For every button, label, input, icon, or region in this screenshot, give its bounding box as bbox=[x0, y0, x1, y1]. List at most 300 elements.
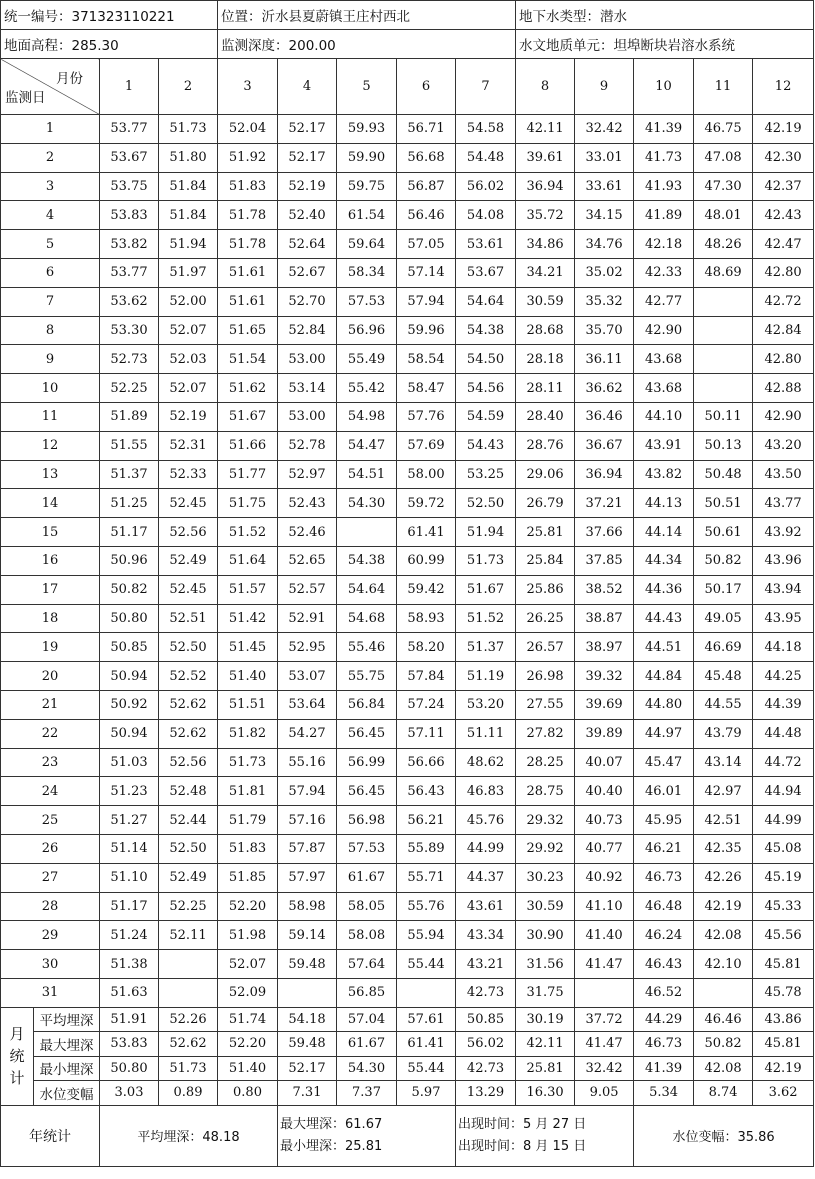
depth-cell: 36.11 bbox=[575, 345, 634, 374]
depth-cell: 54.27 bbox=[278, 719, 337, 748]
depth-cell: 51.14 bbox=[100, 834, 159, 863]
depth-cell: 53.83 bbox=[100, 201, 159, 230]
stat-value: 53.83 bbox=[100, 1032, 159, 1057]
stat-value: 8.74 bbox=[694, 1081, 753, 1106]
depth-cell: 54.43 bbox=[456, 431, 516, 460]
table-row bbox=[1, 604, 814, 633]
stat-value: 41.39 bbox=[634, 1056, 694, 1081]
depth-cell: 54.48 bbox=[456, 143, 516, 172]
stat-value: 43.86 bbox=[753, 1007, 814, 1032]
depth-cell: 31.56 bbox=[516, 950, 575, 979]
depth-cell: 38.87 bbox=[575, 604, 634, 633]
depth-cell: 54.51 bbox=[337, 460, 397, 489]
stat-value: 7.37 bbox=[337, 1081, 397, 1106]
depth-cell: 43.61 bbox=[456, 892, 516, 921]
table-row bbox=[1, 748, 814, 777]
yearly-extreme-times bbox=[456, 1105, 634, 1166]
depth-cell: 42.43 bbox=[753, 201, 814, 230]
monthly-stat-row bbox=[1, 1032, 814, 1057]
depth-cell bbox=[694, 374, 753, 403]
depth-cell: 52.48 bbox=[159, 777, 218, 806]
depth-cell: 56.02 bbox=[456, 172, 516, 201]
depth-cell bbox=[694, 287, 753, 316]
depth-cell: 44.14 bbox=[634, 518, 694, 547]
depth-cell: 44.94 bbox=[753, 777, 814, 806]
day-label: 6 bbox=[1, 258, 100, 287]
depth-cell: 28.25 bbox=[516, 748, 575, 777]
depth-cell: 58.05 bbox=[337, 892, 397, 921]
depth-cell: 56.68 bbox=[397, 143, 456, 172]
depth-cell: 54.38 bbox=[337, 546, 397, 575]
day-label: 2 bbox=[1, 143, 100, 172]
depth-cell: 52.19 bbox=[159, 402, 218, 431]
depth-cell: 28.18 bbox=[516, 345, 575, 374]
depth-cell: 53.82 bbox=[100, 230, 159, 259]
depth-cell: 51.63 bbox=[100, 978, 159, 1007]
table-row bbox=[1, 143, 814, 172]
monthly-stat-row bbox=[1, 1007, 814, 1032]
depth-cell: 46.75 bbox=[694, 115, 753, 144]
depth-cell: 44.48 bbox=[753, 719, 814, 748]
depth-cell: 44.51 bbox=[634, 633, 694, 662]
depth-cell: 51.54 bbox=[218, 345, 278, 374]
table-row bbox=[1, 115, 814, 144]
stat-value: 51.40 bbox=[218, 1056, 278, 1081]
depth-cell: 43.34 bbox=[456, 921, 516, 950]
stat-value: 32.42 bbox=[575, 1056, 634, 1081]
day-label: 7 bbox=[1, 287, 100, 316]
depth-cell bbox=[397, 978, 456, 1007]
depth-cell: 53.14 bbox=[278, 374, 337, 403]
depth-cell: 52.51 bbox=[159, 604, 218, 633]
depth-cell: 51.19 bbox=[456, 662, 516, 691]
table-row bbox=[1, 950, 814, 979]
depth-cell: 58.93 bbox=[397, 604, 456, 633]
depth-cell: 27.82 bbox=[516, 719, 575, 748]
stat-value: 52.20 bbox=[218, 1032, 278, 1057]
depth-cell: 42.19 bbox=[694, 892, 753, 921]
depth-cell: 42.11 bbox=[516, 115, 575, 144]
depth-cell: 44.99 bbox=[753, 806, 814, 835]
stat-value: 41.47 bbox=[575, 1032, 634, 1057]
yearly-max-time: 出现时间：5 月 27 日 bbox=[458, 1116, 587, 1132]
depth-cell: 52.62 bbox=[159, 719, 218, 748]
depth-cell: 51.75 bbox=[218, 489, 278, 518]
depth-cell: 52.31 bbox=[159, 431, 218, 460]
depth-cell: 59.42 bbox=[397, 575, 456, 604]
depth-cell: 46.83 bbox=[456, 777, 516, 806]
monthly-stats-label: 月 统 计 bbox=[1, 1007, 34, 1105]
depth-cell: 41.47 bbox=[575, 950, 634, 979]
depth-cell: 25.81 bbox=[516, 518, 575, 547]
table-row bbox=[1, 575, 814, 604]
depth-cell: 51.42 bbox=[218, 604, 278, 633]
stat-value: 52.26 bbox=[159, 1007, 218, 1032]
depth-cell: 38.52 bbox=[575, 575, 634, 604]
depth-cell: 44.39 bbox=[753, 690, 814, 719]
depth-cell: 40.07 bbox=[575, 748, 634, 777]
depth-cell: 57.97 bbox=[278, 863, 337, 892]
depth-cell: 42.80 bbox=[753, 258, 814, 287]
depth-cell bbox=[337, 518, 397, 547]
table-row bbox=[1, 719, 814, 748]
stat-value: 54.30 bbox=[337, 1056, 397, 1081]
depth-cell: 51.55 bbox=[100, 431, 159, 460]
depth-cell bbox=[278, 978, 337, 1007]
table-row bbox=[1, 287, 814, 316]
depth-cell: 26.57 bbox=[516, 633, 575, 662]
depth-cell: 50.17 bbox=[694, 575, 753, 604]
depth-cell: 53.77 bbox=[100, 258, 159, 287]
depth-cell: 54.59 bbox=[456, 402, 516, 431]
depth-cell: 44.55 bbox=[694, 690, 753, 719]
depth-cell: 57.84 bbox=[397, 662, 456, 691]
depth-cell: 35.70 bbox=[575, 316, 634, 345]
month-header-11: 11 bbox=[694, 59, 753, 115]
depth-cell: 54.08 bbox=[456, 201, 516, 230]
depth-cell: 44.99 bbox=[456, 834, 516, 863]
depth-cell: 37.21 bbox=[575, 489, 634, 518]
depth-cell: 51.10 bbox=[100, 863, 159, 892]
header-row-2 bbox=[1, 30, 814, 59]
depth-cell: 51.84 bbox=[159, 201, 218, 230]
table-row bbox=[1, 201, 814, 230]
depth-cell: 59.64 bbox=[337, 230, 397, 259]
yearly-stats-row bbox=[1, 1105, 814, 1166]
depth-cell: 51.64 bbox=[218, 546, 278, 575]
stat-value: 44.29 bbox=[634, 1007, 694, 1032]
depth-cell: 42.10 bbox=[694, 950, 753, 979]
depth-cell: 51.45 bbox=[218, 633, 278, 662]
depth-cell: 50.85 bbox=[100, 633, 159, 662]
location: 位置：沂水县夏蔚镇王庄村西北 bbox=[218, 1, 516, 30]
depth-cell: 53.00 bbox=[278, 345, 337, 374]
depth-cell: 37.66 bbox=[575, 518, 634, 547]
depth-cell: 30.59 bbox=[516, 892, 575, 921]
depth-cell: 57.53 bbox=[337, 287, 397, 316]
depth-cell: 51.52 bbox=[456, 604, 516, 633]
depth-cell: 29.92 bbox=[516, 834, 575, 863]
depth-cell: 41.10 bbox=[575, 892, 634, 921]
depth-cell: 28.76 bbox=[516, 431, 575, 460]
depth-cell: 56.98 bbox=[337, 806, 397, 835]
depth-cell: 42.97 bbox=[694, 777, 753, 806]
depth-cell: 56.46 bbox=[397, 201, 456, 230]
depth-cell: 52.11 bbox=[159, 921, 218, 950]
groundwater-type: 地下水类型：潜水 bbox=[516, 1, 814, 30]
depth-cell: 41.89 bbox=[634, 201, 694, 230]
stat-value: 50.80 bbox=[100, 1056, 159, 1081]
month-header-6: 6 bbox=[397, 59, 456, 115]
stat-value: 56.02 bbox=[456, 1032, 516, 1057]
depth-cell: 52.50 bbox=[159, 633, 218, 662]
depth-cell: 42.73 bbox=[456, 978, 516, 1007]
stat-value: 7.31 bbox=[278, 1081, 337, 1106]
depth-cell: 58.20 bbox=[397, 633, 456, 662]
depth-cell: 45.47 bbox=[634, 748, 694, 777]
table-row bbox=[1, 374, 814, 403]
stat-value: 61.67 bbox=[337, 1032, 397, 1057]
depth-cell: 61.67 bbox=[337, 863, 397, 892]
depth-cell: 45.76 bbox=[456, 806, 516, 835]
depth-cell: 52.07 bbox=[159, 374, 218, 403]
depth-cell: 55.89 bbox=[397, 834, 456, 863]
table-row bbox=[1, 892, 814, 921]
table-row bbox=[1, 690, 814, 719]
depth-cell: 56.43 bbox=[397, 777, 456, 806]
depth-cell: 51.84 bbox=[159, 172, 218, 201]
depth-cell: 34.86 bbox=[516, 230, 575, 259]
depth-cell: 54.58 bbox=[456, 115, 516, 144]
depth-cell: 28.68 bbox=[516, 316, 575, 345]
month-header-10: 10 bbox=[634, 59, 694, 115]
depth-cell bbox=[159, 978, 218, 1007]
depth-cell: 51.23 bbox=[100, 777, 159, 806]
depth-cell: 51.79 bbox=[218, 806, 278, 835]
depth-cell: 51.81 bbox=[218, 777, 278, 806]
table-row bbox=[1, 345, 814, 374]
depth-cell: 42.72 bbox=[753, 287, 814, 316]
table-row bbox=[1, 518, 814, 547]
depth-cell: 52.62 bbox=[159, 690, 218, 719]
depth-cell: 55.44 bbox=[397, 950, 456, 979]
stat-value: 42.11 bbox=[516, 1032, 575, 1057]
depth-cell: 51.67 bbox=[218, 402, 278, 431]
day-label: 22 bbox=[1, 719, 100, 748]
depth-cell: 43.21 bbox=[456, 950, 516, 979]
depth-cell: 52.46 bbox=[278, 518, 337, 547]
depth-cell: 52.78 bbox=[278, 431, 337, 460]
month-header-5: 5 bbox=[337, 59, 397, 115]
depth-cell: 52.91 bbox=[278, 604, 337, 633]
depth-cell: 51.52 bbox=[218, 518, 278, 547]
depth-cell: 61.54 bbox=[337, 201, 397, 230]
depth-cell: 45.78 bbox=[753, 978, 814, 1007]
day-label: 21 bbox=[1, 690, 100, 719]
day-label: 19 bbox=[1, 633, 100, 662]
depth-cell: 60.99 bbox=[397, 546, 456, 575]
day-label: 28 bbox=[1, 892, 100, 921]
depth-cell: 45.95 bbox=[634, 806, 694, 835]
depth-cell: 44.80 bbox=[634, 690, 694, 719]
depth-cell: 51.67 bbox=[456, 575, 516, 604]
depth-cell: 43.68 bbox=[634, 345, 694, 374]
stat-value: 54.18 bbox=[278, 1007, 337, 1032]
depth-cell: 35.72 bbox=[516, 201, 575, 230]
depth-cell: 28.40 bbox=[516, 402, 575, 431]
depth-cell: 52.00 bbox=[159, 287, 218, 316]
month-header-3: 3 bbox=[218, 59, 278, 115]
depth-cell: 57.14 bbox=[397, 258, 456, 287]
day-label: 31 bbox=[1, 978, 100, 1007]
depth-cell: 59.48 bbox=[278, 950, 337, 979]
stat-value: 46.46 bbox=[694, 1007, 753, 1032]
depth-cell: 35.02 bbox=[575, 258, 634, 287]
table-row bbox=[1, 834, 814, 863]
depth-cell: 57.94 bbox=[397, 287, 456, 316]
depth-cell: 52.20 bbox=[218, 892, 278, 921]
depth-cell: 54.98 bbox=[337, 402, 397, 431]
stat-value: 50.85 bbox=[456, 1007, 516, 1032]
day-label: 26 bbox=[1, 834, 100, 863]
depth-cell: 40.40 bbox=[575, 777, 634, 806]
depth-cell: 33.01 bbox=[575, 143, 634, 172]
table-row bbox=[1, 402, 814, 431]
depth-cell: 39.32 bbox=[575, 662, 634, 691]
depth-cell: 35.32 bbox=[575, 287, 634, 316]
table-row bbox=[1, 921, 814, 950]
depth-cell: 52.03 bbox=[159, 345, 218, 374]
day-label: 25 bbox=[1, 806, 100, 835]
depth-cell: 36.94 bbox=[516, 172, 575, 201]
stat-value: 50.82 bbox=[694, 1032, 753, 1057]
depth-cell: 42.88 bbox=[753, 374, 814, 403]
depth-cell: 36.46 bbox=[575, 402, 634, 431]
depth-cell: 53.64 bbox=[278, 690, 337, 719]
depth-cell: 57.76 bbox=[397, 402, 456, 431]
depth-cell: 44.37 bbox=[456, 863, 516, 892]
table-row bbox=[1, 172, 814, 201]
depth-cell: 51.61 bbox=[218, 287, 278, 316]
depth-cell: 53.25 bbox=[456, 460, 516, 489]
depth-cell: 52.49 bbox=[159, 546, 218, 575]
stat-value: 9.05 bbox=[575, 1081, 634, 1106]
depth-cell: 55.42 bbox=[337, 374, 397, 403]
stat-value: 30.19 bbox=[516, 1007, 575, 1032]
depth-cell: 52.19 bbox=[278, 172, 337, 201]
depth-cell: 34.76 bbox=[575, 230, 634, 259]
depth-cell: 45.33 bbox=[753, 892, 814, 921]
depth-cell: 46.21 bbox=[634, 834, 694, 863]
depth-cell: 58.34 bbox=[337, 258, 397, 287]
depth-cell: 51.37 bbox=[100, 460, 159, 489]
stat-value: 42.73 bbox=[456, 1056, 516, 1081]
depth-cell: 56.21 bbox=[397, 806, 456, 835]
depth-cell: 52.84 bbox=[278, 316, 337, 345]
depth-cell: 52.07 bbox=[218, 950, 278, 979]
stat-value: 51.73 bbox=[159, 1056, 218, 1081]
depth-cell: 41.40 bbox=[575, 921, 634, 950]
depth-cell: 44.25 bbox=[753, 662, 814, 691]
month-header-2: 2 bbox=[159, 59, 218, 115]
depth-cell: 41.73 bbox=[634, 143, 694, 172]
depth-cell: 46.24 bbox=[634, 921, 694, 950]
depth-cell: 52.70 bbox=[278, 287, 337, 316]
depth-cell: 54.68 bbox=[337, 604, 397, 633]
yearly-stats-label: 年统计 bbox=[1, 1105, 100, 1166]
depth-cell: 45.81 bbox=[753, 950, 814, 979]
depth-cell: 51.94 bbox=[456, 518, 516, 547]
day-label: 29 bbox=[1, 921, 100, 950]
depth-cell: 26.98 bbox=[516, 662, 575, 691]
depth-cell: 48.69 bbox=[694, 258, 753, 287]
depth-cell: 56.87 bbox=[397, 172, 456, 201]
station-id: 统一编号：371323110221 bbox=[1, 1, 218, 30]
depth-cell: 51.73 bbox=[159, 115, 218, 144]
stat-value: 59.48 bbox=[278, 1032, 337, 1057]
depth-cell: 52.64 bbox=[278, 230, 337, 259]
depth-cell: 51.25 bbox=[100, 489, 159, 518]
stat-value: 46.73 bbox=[634, 1032, 694, 1057]
depth-cell: 42.90 bbox=[634, 316, 694, 345]
day-label: 9 bbox=[1, 345, 100, 374]
depth-cell: 27.55 bbox=[516, 690, 575, 719]
month-header-9: 9 bbox=[575, 59, 634, 115]
day-label: 10 bbox=[1, 374, 100, 403]
depth-cell: 57.16 bbox=[278, 806, 337, 835]
ground-elevation: 地面高程：285.30 bbox=[1, 30, 218, 59]
depth-cell: 43.94 bbox=[753, 575, 814, 604]
depth-cell: 52.49 bbox=[159, 863, 218, 892]
depth-cell: 53.00 bbox=[278, 402, 337, 431]
day-label: 18 bbox=[1, 604, 100, 633]
depth-cell: 44.36 bbox=[634, 575, 694, 604]
depth-cell: 44.13 bbox=[634, 489, 694, 518]
depth-cell: 51.73 bbox=[218, 748, 278, 777]
depth-cell: 58.08 bbox=[337, 921, 397, 950]
depth-cell: 36.94 bbox=[575, 460, 634, 489]
depth-cell: 52.65 bbox=[278, 546, 337, 575]
depth-cell: 42.47 bbox=[753, 230, 814, 259]
table-row bbox=[1, 978, 814, 1007]
depth-cell: 51.77 bbox=[218, 460, 278, 489]
depth-cell: 40.92 bbox=[575, 863, 634, 892]
depth-cell: 51.62 bbox=[218, 374, 278, 403]
depth-cell: 52.97 bbox=[278, 460, 337, 489]
depth-cell: 42.19 bbox=[753, 115, 814, 144]
depth-cell: 28.11 bbox=[516, 374, 575, 403]
hydrogeologic-unit: 水文地质单元：坦埠断块岩溶水系统 bbox=[516, 30, 814, 59]
depth-cell: 46.48 bbox=[634, 892, 694, 921]
depth-cell: 56.45 bbox=[337, 777, 397, 806]
stat-label: 水位变幅 bbox=[34, 1081, 100, 1106]
depth-cell: 50.51 bbox=[694, 489, 753, 518]
depth-cell: 51.80 bbox=[159, 143, 218, 172]
depth-cell: 52.17 bbox=[278, 143, 337, 172]
day-label: 3 bbox=[1, 172, 100, 201]
depth-cell: 49.05 bbox=[694, 604, 753, 633]
depth-cell: 56.71 bbox=[397, 115, 456, 144]
depth-cell: 53.20 bbox=[456, 690, 516, 719]
depth-cell: 55.16 bbox=[278, 748, 337, 777]
depth-cell: 61.41 bbox=[397, 518, 456, 547]
depth-cell: 57.87 bbox=[278, 834, 337, 863]
month-header-7: 7 bbox=[456, 59, 516, 115]
depth-cell: 34.15 bbox=[575, 201, 634, 230]
depth-cell: 54.50 bbox=[456, 345, 516, 374]
depth-cell: 55.75 bbox=[337, 662, 397, 691]
depth-cell: 54.56 bbox=[456, 374, 516, 403]
depth-cell: 44.84 bbox=[634, 662, 694, 691]
depth-cell: 36.62 bbox=[575, 374, 634, 403]
depth-cell: 42.35 bbox=[694, 834, 753, 863]
depth-cell: 45.48 bbox=[694, 662, 753, 691]
depth-cell: 30.23 bbox=[516, 863, 575, 892]
stat-value: 55.44 bbox=[397, 1056, 456, 1081]
depth-cell: 57.05 bbox=[397, 230, 456, 259]
depth-cell: 51.98 bbox=[218, 921, 278, 950]
depth-cell: 56.45 bbox=[337, 719, 397, 748]
depth-cell: 30.90 bbox=[516, 921, 575, 950]
stat-value: 5.97 bbox=[397, 1081, 456, 1106]
depth-cell: 34.21 bbox=[516, 258, 575, 287]
depth-cell: 45.08 bbox=[753, 834, 814, 863]
day-label: 12 bbox=[1, 431, 100, 460]
depth-cell: 51.24 bbox=[100, 921, 159, 950]
depth-cell: 51.11 bbox=[456, 719, 516, 748]
corner-header-cell bbox=[1, 59, 100, 115]
day-label: 13 bbox=[1, 460, 100, 489]
